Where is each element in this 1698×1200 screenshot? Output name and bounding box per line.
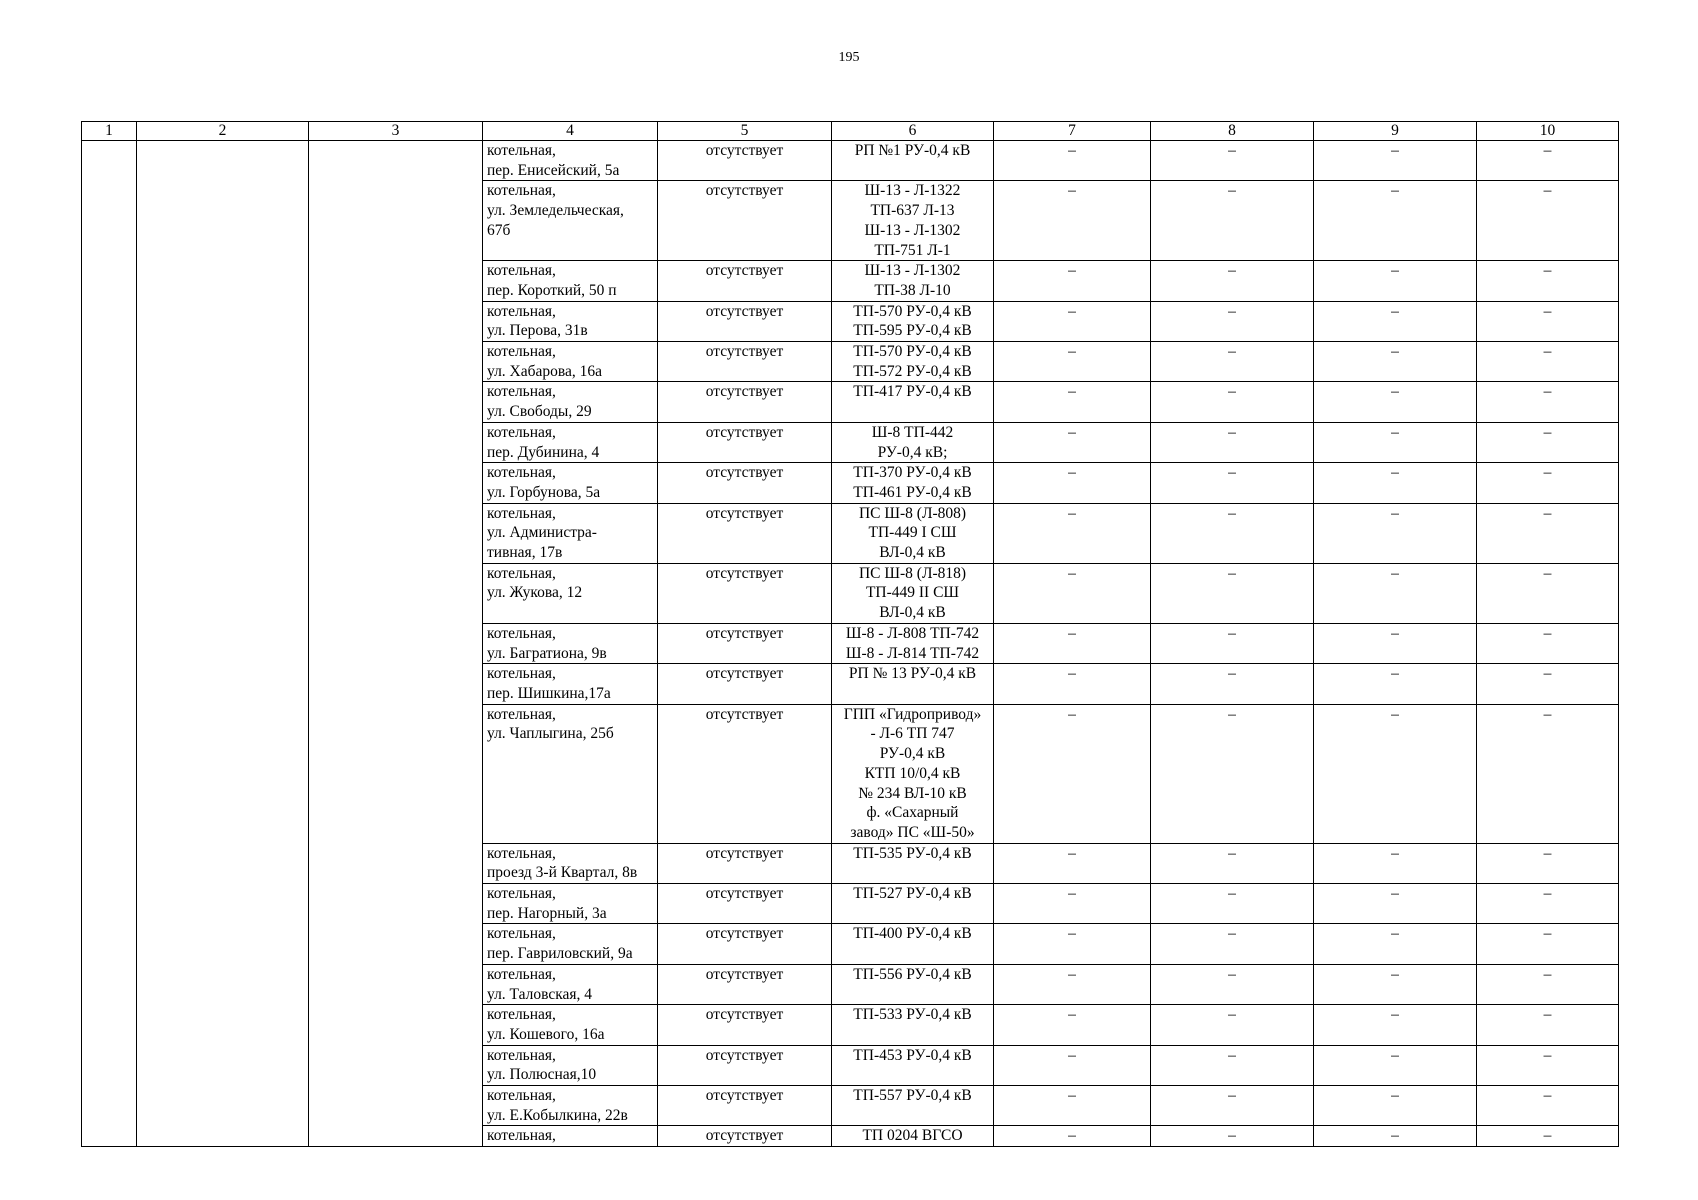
- status-cell: отсутствует: [658, 463, 832, 503]
- header-row: [82, 122, 1619, 141]
- col7-cell: –: [994, 704, 1151, 843]
- column-header-2: 2: [137, 122, 309, 141]
- col10-cell: –: [1477, 664, 1619, 704]
- col10-cell: –: [1477, 503, 1619, 563]
- status-cell: отсутствует: [658, 1126, 832, 1147]
- table-row: [82, 141, 1619, 181]
- col7-cell: –: [994, 503, 1151, 563]
- status-cell: отсутствует: [658, 301, 832, 341]
- object-cell: котельная, ул. Полюсная,10: [483, 1045, 658, 1085]
- col7-cell: –: [994, 382, 1151, 422]
- data-table: [81, 121, 1619, 1147]
- col9-cell: –: [1314, 664, 1477, 704]
- col8-cell: –: [1151, 342, 1314, 382]
- object-cell: котельная, пер. Шишкина,17а: [483, 664, 658, 704]
- col9-cell: –: [1314, 1086, 1477, 1126]
- col10-cell: –: [1477, 342, 1619, 382]
- col9-cell: –: [1314, 261, 1477, 301]
- empty-cell-col-3: [309, 141, 483, 1147]
- col9-cell: –: [1314, 964, 1477, 1004]
- status-cell: отсутствует: [658, 563, 832, 623]
- col8-cell: –: [1151, 1045, 1314, 1085]
- power-source-cell: Ш-13 - Л-1322 ТП-637 Л-13 Ш-13 - Л-1302 ТП-751 Л-1: [832, 181, 994, 261]
- col10-cell: –: [1477, 1045, 1619, 1085]
- power-source-cell: ТП-557 РУ-0,4 кВ: [832, 1086, 994, 1126]
- power-source-cell: РП №1 РУ-0,4 кВ: [832, 141, 994, 181]
- empty-cell-col-1: [82, 141, 137, 1147]
- col10-cell: –: [1477, 924, 1619, 964]
- col9-cell: –: [1314, 301, 1477, 341]
- col9-cell: –: [1314, 924, 1477, 964]
- status-cell: отсутствует: [658, 342, 832, 382]
- col7-cell: –: [994, 422, 1151, 462]
- column-header-9: 9: [1314, 122, 1477, 141]
- col9-cell: –: [1314, 843, 1477, 883]
- col7-cell: –: [994, 181, 1151, 261]
- col10-cell: –: [1477, 563, 1619, 623]
- power-source-cell: ТП-570 РУ-0,4 кВ ТП-595 РУ-0,4 кВ: [832, 301, 994, 341]
- col8-cell: –: [1151, 141, 1314, 181]
- col8-cell: –: [1151, 422, 1314, 462]
- col8-cell: –: [1151, 301, 1314, 341]
- power-source-cell: ТП-417 РУ-0,4 кВ: [832, 382, 994, 422]
- object-cell: котельная, ул. Горбунова, 5а: [483, 463, 658, 503]
- status-cell: отсутствует: [658, 503, 832, 563]
- status-cell: отсутствует: [658, 1045, 832, 1085]
- col9-cell: –: [1314, 623, 1477, 663]
- status-cell: отсутствует: [658, 664, 832, 704]
- col8-cell: –: [1151, 623, 1314, 663]
- col7-cell: –: [994, 1126, 1151, 1147]
- object-cell: котельная, пер. Дубинина, 4: [483, 422, 658, 462]
- object-cell: котельная,: [483, 1126, 658, 1147]
- col7-cell: –: [994, 261, 1151, 301]
- power-source-cell: ТП-453 РУ-0,4 кВ: [832, 1045, 994, 1085]
- status-cell: отсутствует: [658, 141, 832, 181]
- col7-cell: –: [994, 1045, 1151, 1085]
- power-source-cell: ТП-400 РУ-0,4 кВ: [832, 924, 994, 964]
- col10-cell: –: [1477, 843, 1619, 883]
- column-header-3: 3: [309, 122, 483, 141]
- col8-cell: –: [1151, 463, 1314, 503]
- col10-cell: –: [1477, 181, 1619, 261]
- status-cell: отсутствует: [658, 181, 832, 261]
- status-cell: отсутствует: [658, 964, 832, 1004]
- col10-cell: –: [1477, 141, 1619, 181]
- col7-cell: –: [994, 884, 1151, 924]
- col8-cell: –: [1151, 181, 1314, 261]
- col9-cell: –: [1314, 884, 1477, 924]
- object-cell: котельная, ул. Перова, 31в: [483, 301, 658, 341]
- column-header-6: 6: [832, 122, 994, 141]
- col9-cell: –: [1314, 463, 1477, 503]
- status-cell: отсутствует: [658, 261, 832, 301]
- status-cell: отсутствует: [658, 924, 832, 964]
- object-cell: котельная, ул. Чаплыгина, 25б: [483, 704, 658, 843]
- object-cell: котельная, пер. Енисейский, 5а: [483, 141, 658, 181]
- column-header-8: 8: [1151, 122, 1314, 141]
- column-header-7: 7: [994, 122, 1151, 141]
- col8-cell: –: [1151, 1126, 1314, 1147]
- col9-cell: –: [1314, 422, 1477, 462]
- object-cell: котельная, ул. Жукова, 12: [483, 563, 658, 623]
- col10-cell: –: [1477, 884, 1619, 924]
- col9-cell: –: [1314, 342, 1477, 382]
- status-cell: отсутствует: [658, 843, 832, 883]
- col7-cell: –: [994, 1005, 1151, 1045]
- col8-cell: –: [1151, 843, 1314, 883]
- col10-cell: –: [1477, 1086, 1619, 1126]
- power-source-cell: ТП-533 РУ-0,4 кВ: [832, 1005, 994, 1045]
- object-cell: котельная, пер. Короткий, 50 п: [483, 261, 658, 301]
- col8-cell: –: [1151, 664, 1314, 704]
- col8-cell: –: [1151, 382, 1314, 422]
- col8-cell: –: [1151, 1005, 1314, 1045]
- col8-cell: –: [1151, 884, 1314, 924]
- col9-cell: –: [1314, 382, 1477, 422]
- col9-cell: –: [1314, 1045, 1477, 1085]
- col7-cell: –: [994, 623, 1151, 663]
- col8-cell: –: [1151, 924, 1314, 964]
- object-cell: котельная, ул. Таловская, 4: [483, 964, 658, 1004]
- col9-cell: –: [1314, 141, 1477, 181]
- power-source-cell: ТП-556 РУ-0,4 кВ: [832, 964, 994, 1004]
- col8-cell: –: [1151, 964, 1314, 1004]
- col7-cell: –: [994, 924, 1151, 964]
- power-source-cell: ПС Ш-8 (Л-818) ТП-449 II СШ ВЛ-0,4 кВ: [832, 563, 994, 623]
- col10-cell: –: [1477, 463, 1619, 503]
- column-header-10: 10: [1477, 122, 1619, 141]
- power-source-cell: Ш-8 - Л-808 ТП-742 Ш-8 - Л-814 ТП-742: [832, 623, 994, 663]
- col9-cell: –: [1314, 1005, 1477, 1045]
- col7-cell: –: [994, 563, 1151, 623]
- col7-cell: –: [994, 664, 1151, 704]
- col9-cell: –: [1314, 1126, 1477, 1147]
- power-source-cell: ТП 0204 ВГСО: [832, 1126, 994, 1147]
- object-cell: котельная, проезд 3-й Квартал, 8в: [483, 843, 658, 883]
- col7-cell: –: [994, 964, 1151, 1004]
- power-source-cell: Ш-13 - Л-1302 ТП-38 Л-10: [832, 261, 994, 301]
- power-source-cell: ТП-527 РУ-0,4 кВ: [832, 884, 994, 924]
- object-cell: котельная, ул. Земледельческая, 67б: [483, 181, 658, 261]
- col10-cell: –: [1477, 1005, 1619, 1045]
- col10-cell: –: [1477, 704, 1619, 843]
- col10-cell: –: [1477, 261, 1619, 301]
- object-cell: котельная, пер. Гавриловский, 9а: [483, 924, 658, 964]
- col9-cell: –: [1314, 704, 1477, 843]
- power-source-cell: РП № 13 РУ-0,4 кВ: [832, 664, 994, 704]
- page-number: 195: [838, 50, 860, 65]
- col7-cell: –: [994, 843, 1151, 883]
- object-cell: котельная, ул. Свободы, 29: [483, 382, 658, 422]
- empty-cell-col-2: [137, 141, 309, 1147]
- table-body: [82, 141, 1619, 1147]
- col7-cell: –: [994, 1086, 1151, 1126]
- col10-cell: –: [1477, 382, 1619, 422]
- status-cell: отсутствует: [658, 422, 832, 462]
- col8-cell: –: [1151, 704, 1314, 843]
- object-cell: котельная, ул. Кошевого, 16а: [483, 1005, 658, 1045]
- col7-cell: –: [994, 342, 1151, 382]
- column-header-1: 1: [82, 122, 137, 141]
- col7-cell: –: [994, 301, 1151, 341]
- status-cell: отсутствует: [658, 1086, 832, 1126]
- col7-cell: –: [994, 141, 1151, 181]
- col10-cell: –: [1477, 301, 1619, 341]
- power-source-cell: ТП-570 РУ-0,4 кВ ТП-572 РУ-0,4 кВ: [832, 342, 994, 382]
- column-header-4: 4: [483, 122, 658, 141]
- status-cell: отсутствует: [658, 623, 832, 663]
- object-cell: котельная, пер. Нагорный, 3а: [483, 884, 658, 924]
- col8-cell: –: [1151, 261, 1314, 301]
- power-source-cell: ТП-535 РУ-0,4 кВ: [832, 843, 994, 883]
- power-source-cell: ПС Ш-8 (Л-808) ТП-449 I СШ ВЛ-0,4 кВ: [832, 503, 994, 563]
- status-cell: отсутствует: [658, 382, 832, 422]
- col9-cell: –: [1314, 503, 1477, 563]
- col7-cell: –: [994, 463, 1151, 503]
- object-cell: котельная, ул. Администра- тивная, 17в: [483, 503, 658, 563]
- col10-cell: –: [1477, 964, 1619, 1004]
- col8-cell: –: [1151, 503, 1314, 563]
- column-header-5: 5: [658, 122, 832, 141]
- col9-cell: –: [1314, 563, 1477, 623]
- col10-cell: –: [1477, 623, 1619, 663]
- status-cell: отсутствует: [658, 704, 832, 843]
- power-source-cell: ГПП «Гидропривод» - Л-6 ТП 747 РУ-0,4 кВ КТП 10/0,4 кВ № 234 ВЛ-10 кВ ф. «Сахарный завод» ПС «Ш-50»: [832, 704, 994, 843]
- col8-cell: –: [1151, 563, 1314, 623]
- col9-cell: –: [1314, 181, 1477, 261]
- col10-cell: –: [1477, 1126, 1619, 1147]
- object-cell: котельная, ул. Хабарова, 16а: [483, 342, 658, 382]
- power-source-cell: ТП-370 РУ-0,4 кВ ТП-461 РУ-0,4 кВ: [832, 463, 994, 503]
- status-cell: отсутствует: [658, 1005, 832, 1045]
- object-cell: котельная, ул. Багратиона, 9в: [483, 623, 658, 663]
- status-cell: отсутствует: [658, 884, 832, 924]
- col10-cell: –: [1477, 422, 1619, 462]
- object-cell: котельная, ул. Е.Кобылкина, 22в: [483, 1086, 658, 1126]
- col8-cell: –: [1151, 1086, 1314, 1126]
- power-source-cell: Ш-8 ТП-442 РУ-0,4 кВ;: [832, 422, 994, 462]
